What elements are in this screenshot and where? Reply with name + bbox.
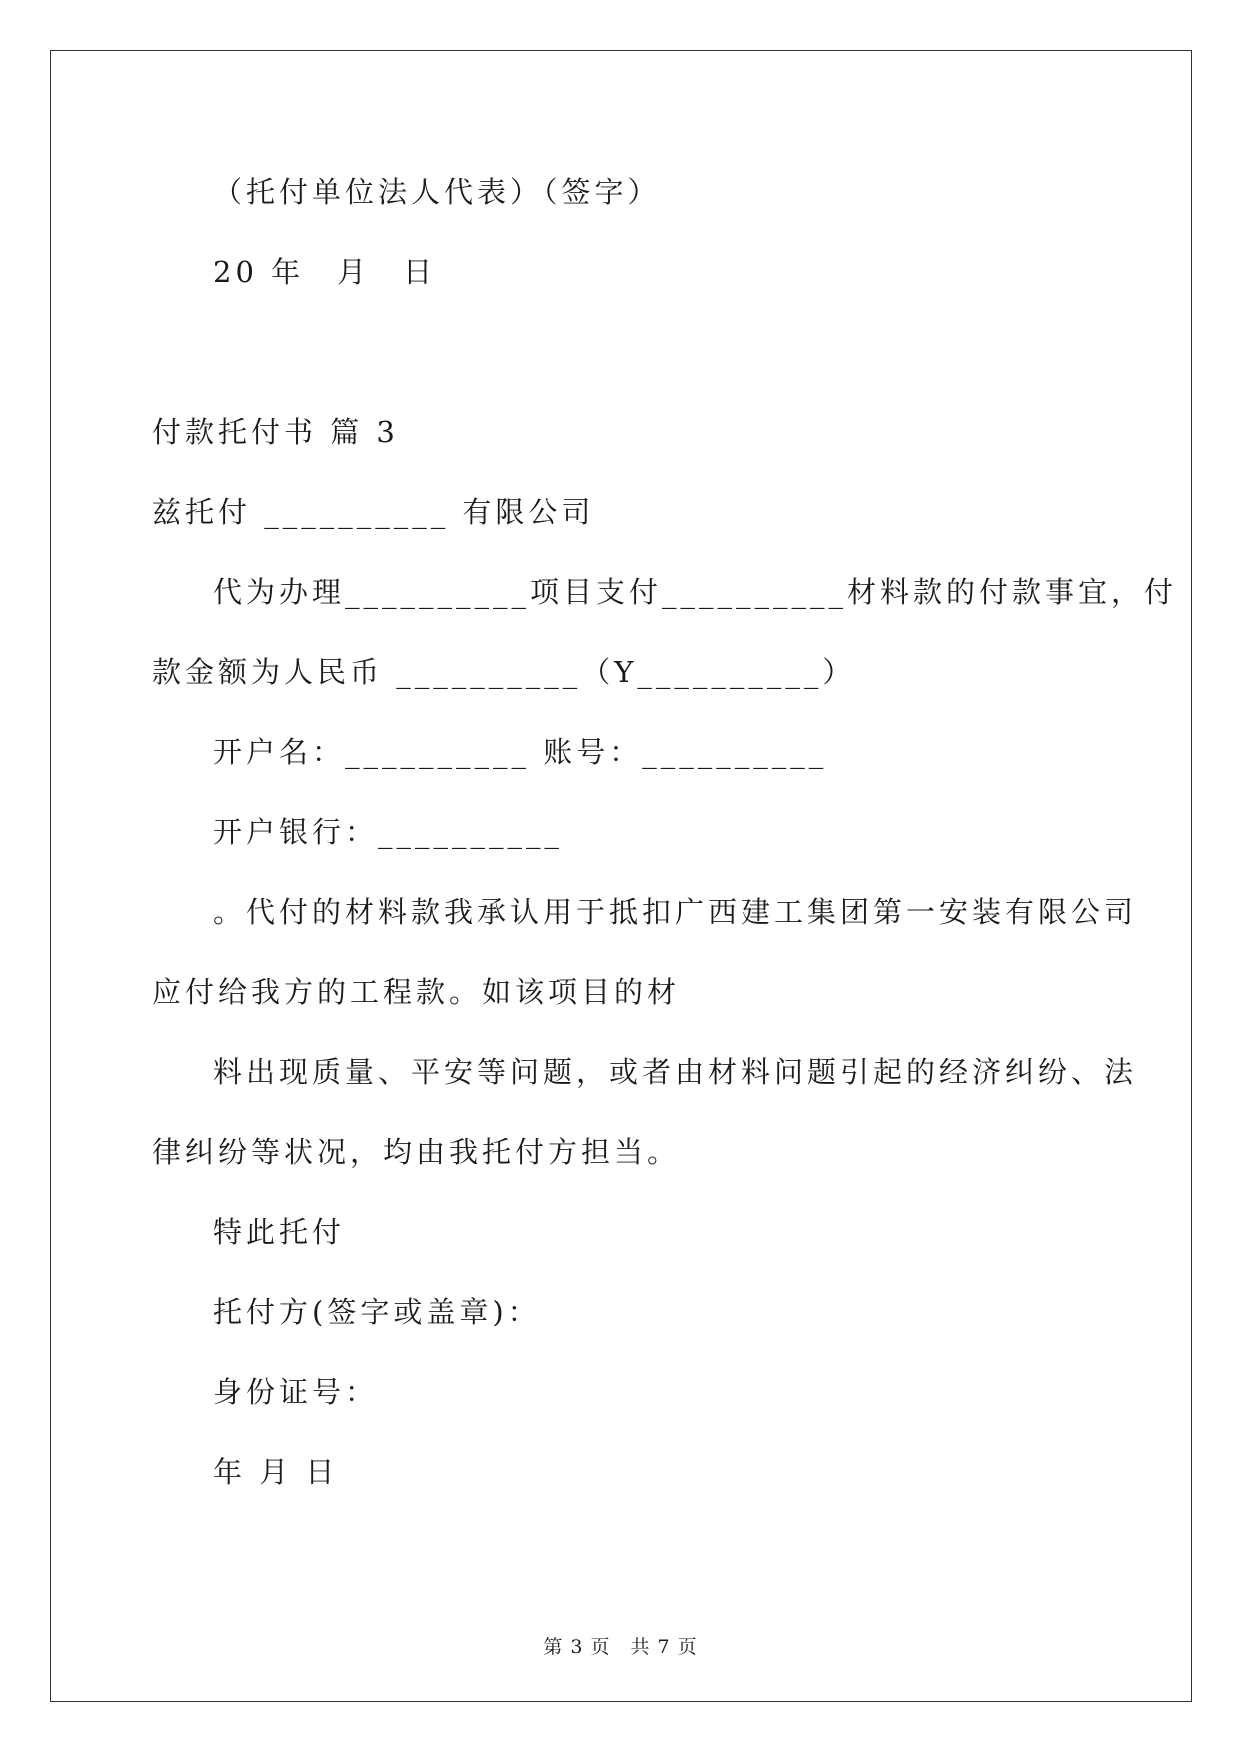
paragraph-line: 兹托付 __________ 有限公司 (152, 495, 595, 529)
paragraph-line: 。代付的材料款我承认用于抵扣广西建工集团第一安装有限公司 (213, 895, 1138, 929)
closing-line: 特此托付 (213, 1215, 346, 1249)
bank-line: 开户银行：__________ (213, 815, 564, 849)
paragraph-line: 料出现质量、平安等问题，或者由材料问题引起的经济纠纷、法 (213, 1055, 1138, 1089)
account-name-line: 开户名：__________ 账号：__________ (213, 735, 828, 769)
date-line-2: 年 月 日 (213, 1455, 339, 1489)
paragraph-line: 应付给我方的工程款。如该项目的材 (152, 975, 681, 1009)
date-line-1: 20 年 月 日 (213, 255, 437, 289)
page-number: 第 3 页 共 7 页 (543, 1636, 698, 1658)
signer-line: 托付方(签字或盖章)： (213, 1295, 541, 1329)
paragraph-line: 款金额为人民币 __________（Y__________） (152, 655, 856, 689)
id-number-line: 身份证号： (213, 1375, 379, 1409)
paragraph-line: 律纠纷等状况，均由我托付方担当。 (152, 1135, 681, 1169)
paragraph-line: 代为办理__________项目支付__________材料款的付款事宜，付 (213, 575, 1178, 609)
signature-line-legal-rep: （托付单位法人代表）（签字） (213, 175, 661, 209)
section-heading: 付款托付书 篇 3 (152, 415, 399, 449)
